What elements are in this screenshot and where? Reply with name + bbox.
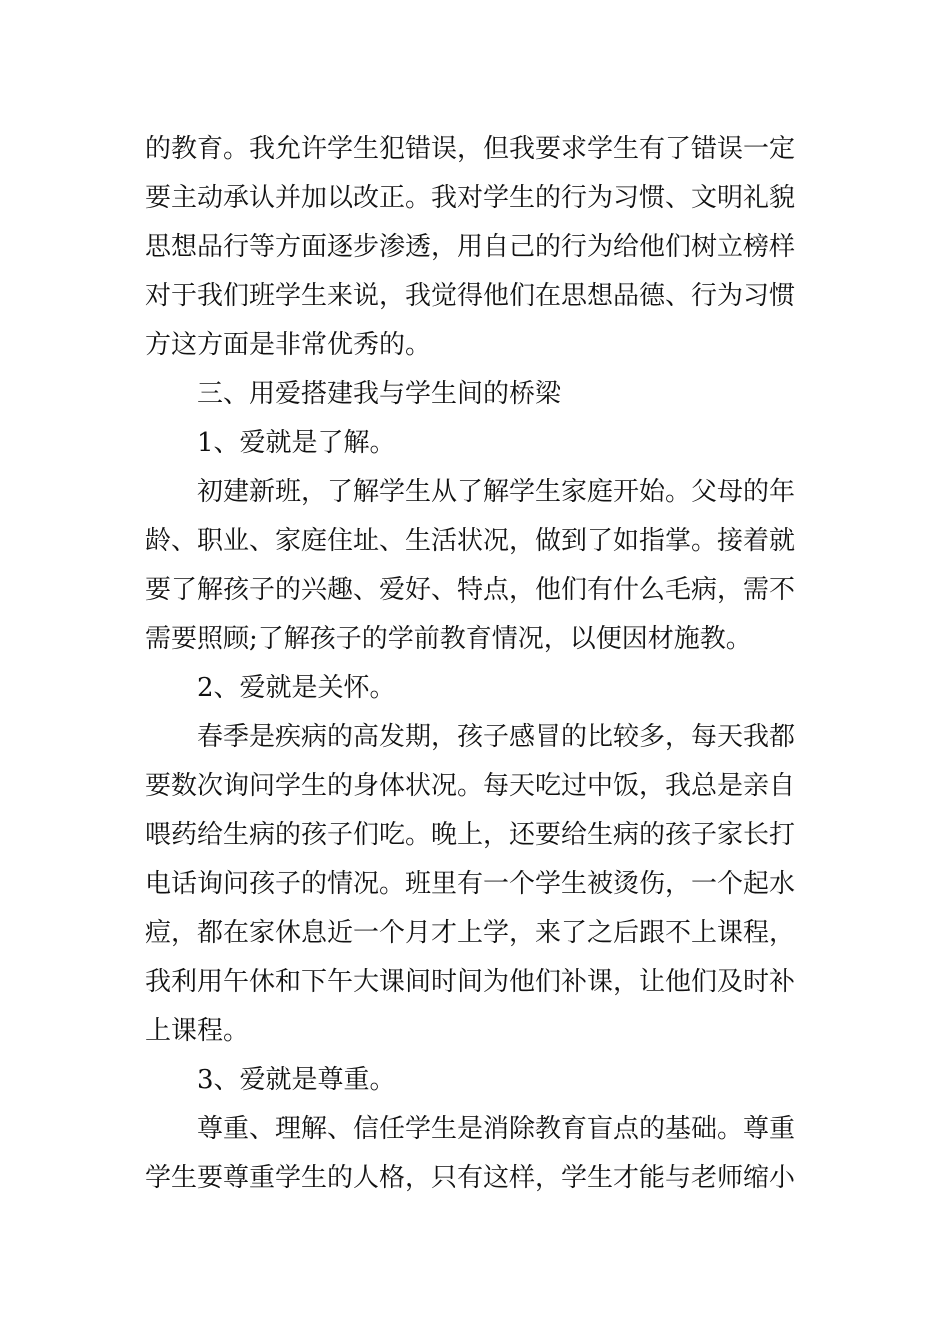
subheading-3: 3、爱就是尊重。 <box>197 1065 396 1095</box>
text-line-16: 电话询问孩子的情况。班里有一个学生被烫伤，一个起水 <box>145 869 796 899</box>
text-line-21: 尊重、理解、信任学生是消除教育盲点的基础。尊重 <box>197 1114 796 1144</box>
document-page <box>145 125 810 1203</box>
text-line-19: 上课程。 <box>145 1016 250 1046</box>
text-line-5: 方这方面是非常优秀的。 <box>145 330 432 360</box>
text-line-3: 思想品行等方面逐步渗透，用自己的行为给他们树立榜样 <box>145 232 796 262</box>
text-line-2: 要主动承认并加以改正。我对学生的行为习惯、文明礼貌 <box>145 183 796 213</box>
subheading-1: 1、爱就是了解。 <box>197 428 396 458</box>
text-line-11: 需要照顾;了解孩子的学前教育情况，以便因材施教。 <box>145 624 752 654</box>
section-heading: 三、用爱搭建我与学生间的桥梁 <box>197 379 562 409</box>
text-line-10: 要了解孩子的兴趣、爱好、特点，他们有什么毛病，需不 <box>145 575 796 605</box>
text-line-1: 的教育。我允许学生犯错误，但我要求学生有了错误一定 <box>145 134 796 164</box>
text-line-18: 我利用午休和下午大课间时间为他们补课，让他们及时补 <box>145 967 796 997</box>
text-line-17: 痘，都在家休息近一个月才上学，来了之后跟不上课程， <box>145 918 796 948</box>
text-line-13: 春季是疾病的高发期，孩子感冒的比较多，每天我都 <box>197 722 796 752</box>
text-line-8: 初建新班，了解学生从了解学生家庭开始。父母的年 <box>197 477 796 507</box>
text-line-14: 要数次询问学生的身体状况。每天吃过中饭，我总是亲自 <box>145 771 796 801</box>
text-line-9: 龄、职业、家庭住址、生活状况，做到了如指掌。接着就 <box>145 526 796 556</box>
text-line-15: 喂药给生病的孩子们吃。晚上，还要给生病的孩子家长打 <box>145 820 796 850</box>
text-line-4: 对于我们班学生来说，我觉得他们在思想品德、行为习惯 <box>145 281 796 311</box>
subheading-2: 2、爱就是关怀。 <box>197 673 396 703</box>
text-line-22: 学生要尊重学生的人格，只有这样，学生才能与老师缩小 <box>145 1163 796 1193</box>
